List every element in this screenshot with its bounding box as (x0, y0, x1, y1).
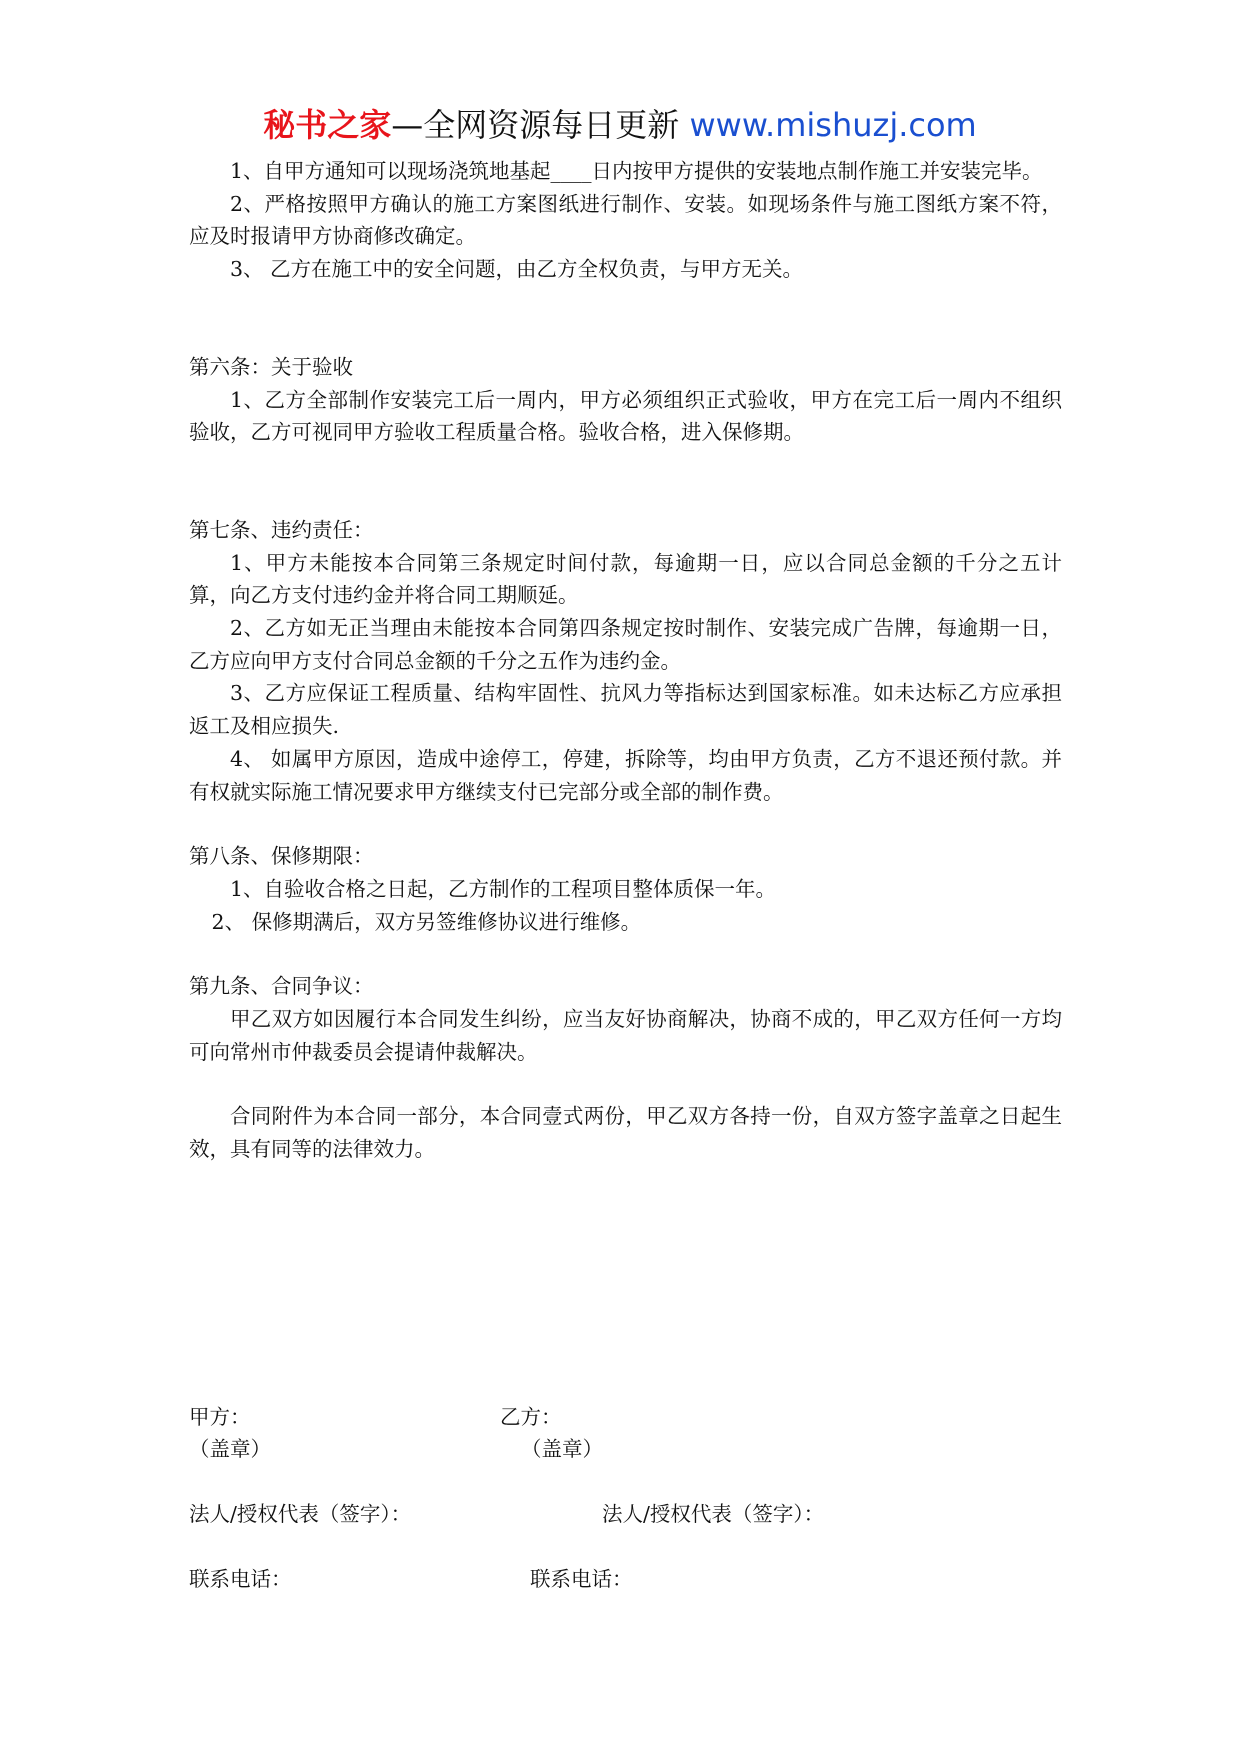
article9-heading: 第九条、合同争议： (189, 974, 374, 999)
site-banner (0, 100, 1240, 150)
party-a-seal: （盖章） (189, 1437, 271, 1461)
representative-row (189, 1498, 1062, 1530)
article8-item-1: 1、自验收合格之日起，乙方制作的工程项目整体质保一年。 (230, 876, 777, 901)
party-b-label: 乙方： (500, 1405, 562, 1429)
banner-url-link[interactable]: www.mishuzj.com (689, 106, 977, 144)
party-row (189, 1401, 1062, 1433)
party-a-representative: 法人/授权代表（签字）： (189, 1502, 412, 1526)
phone-row (189, 1563, 1062, 1595)
banner-brand: 秘书之家 (263, 106, 392, 144)
closing-clause: 合同附件为本合同一部分，本合同壹式两份，甲乙双方各持一份，自双方签字盖章之日起生效，具有同等的法律效力。 (189, 1104, 1062, 1162)
article6-heading: 第六条：关于验收 (189, 354, 353, 379)
article7-item-4: 4、 如属甲方原因，造成中途停工，停建，拆除等，均由甲方负责，乙方不退还预付款。并有权就实际施工情况要求甲方继续支付已完部分或全部的制作费。 (189, 746, 1062, 804)
section5-item-1: 1、自甲方通知可以现场浇筑地基起____日内按甲方提供的安装地点制作施工并安装完毕。 (230, 159, 1043, 183)
signature-block (189, 1401, 1062, 1595)
spacer (189, 1068, 1062, 1100)
spacer (189, 286, 1062, 351)
article8-item-2: 2、 保修期满后，双方另签维修协议进行维修。 (211, 909, 642, 934)
article7-heading: 第七条、违约责任： (189, 517, 374, 542)
banner-slogan: —全网资源每日更新 (391, 106, 680, 144)
section5-item-3: 3、 乙方在施工中的安全问题，由乙方全权负责，与甲方无关。 (230, 257, 804, 282)
party-b-phone: 联系电话： (530, 1567, 633, 1591)
spacer (189, 808, 1062, 840)
contract-body (189, 155, 1062, 1166)
spacer (189, 449, 1062, 514)
article6-item-1: 1、乙方全部制作安装完工后一周内，甲方必须组织正式验收，甲方在完工后一周内不组织验收，乙方可视同甲方验收工程质量合格。验收合格，进入保修期。 (189, 387, 1062, 445)
party-b-representative: 法人/授权代表（签字）： (602, 1502, 825, 1526)
spacer (189, 938, 1062, 970)
party-a-label: 甲方： (189, 1405, 251, 1429)
section5-item-2: 2、严格按照甲方确认的施工方案图纸进行制作、安装。如现场条件与施工图纸方案不符，应及时报请甲方协商修改确定。 (189, 191, 1062, 249)
article7-item-1: 1、甲方未能按本合同第三条规定时间付款，每逾期一日，应以合同总金额的千分之五计算，向乙方支付违约金并将合同工期顺延。 (189, 550, 1062, 608)
seal-row (189, 1433, 1062, 1465)
article7-item-2: 2、乙方如无正当理由未能按本合同第四条规定按时制作、安装完成广告牌，每逾期一日，乙方应向甲方支付合同总金额的千分之五作为违约金。 (189, 616, 1062, 673)
article9-body: 甲乙双方如因履行本合同发生纠纷，应当友好协商解决，协商不成的，甲乙双方任何一方均可向常州市仲裁委员会提请仲裁解决。 (189, 1007, 1062, 1064)
article7-item-3: 3、乙方应保证工程质量、结构牢固性、抗风力等指标达到国家标准。如未达标乙方应承担返工及相应损失. (189, 681, 1062, 739)
article8-heading: 第八条、保修期限： (189, 844, 374, 869)
party-b-seal: （盖章） (521, 1437, 603, 1461)
party-a-phone: 联系电话： (189, 1567, 292, 1591)
